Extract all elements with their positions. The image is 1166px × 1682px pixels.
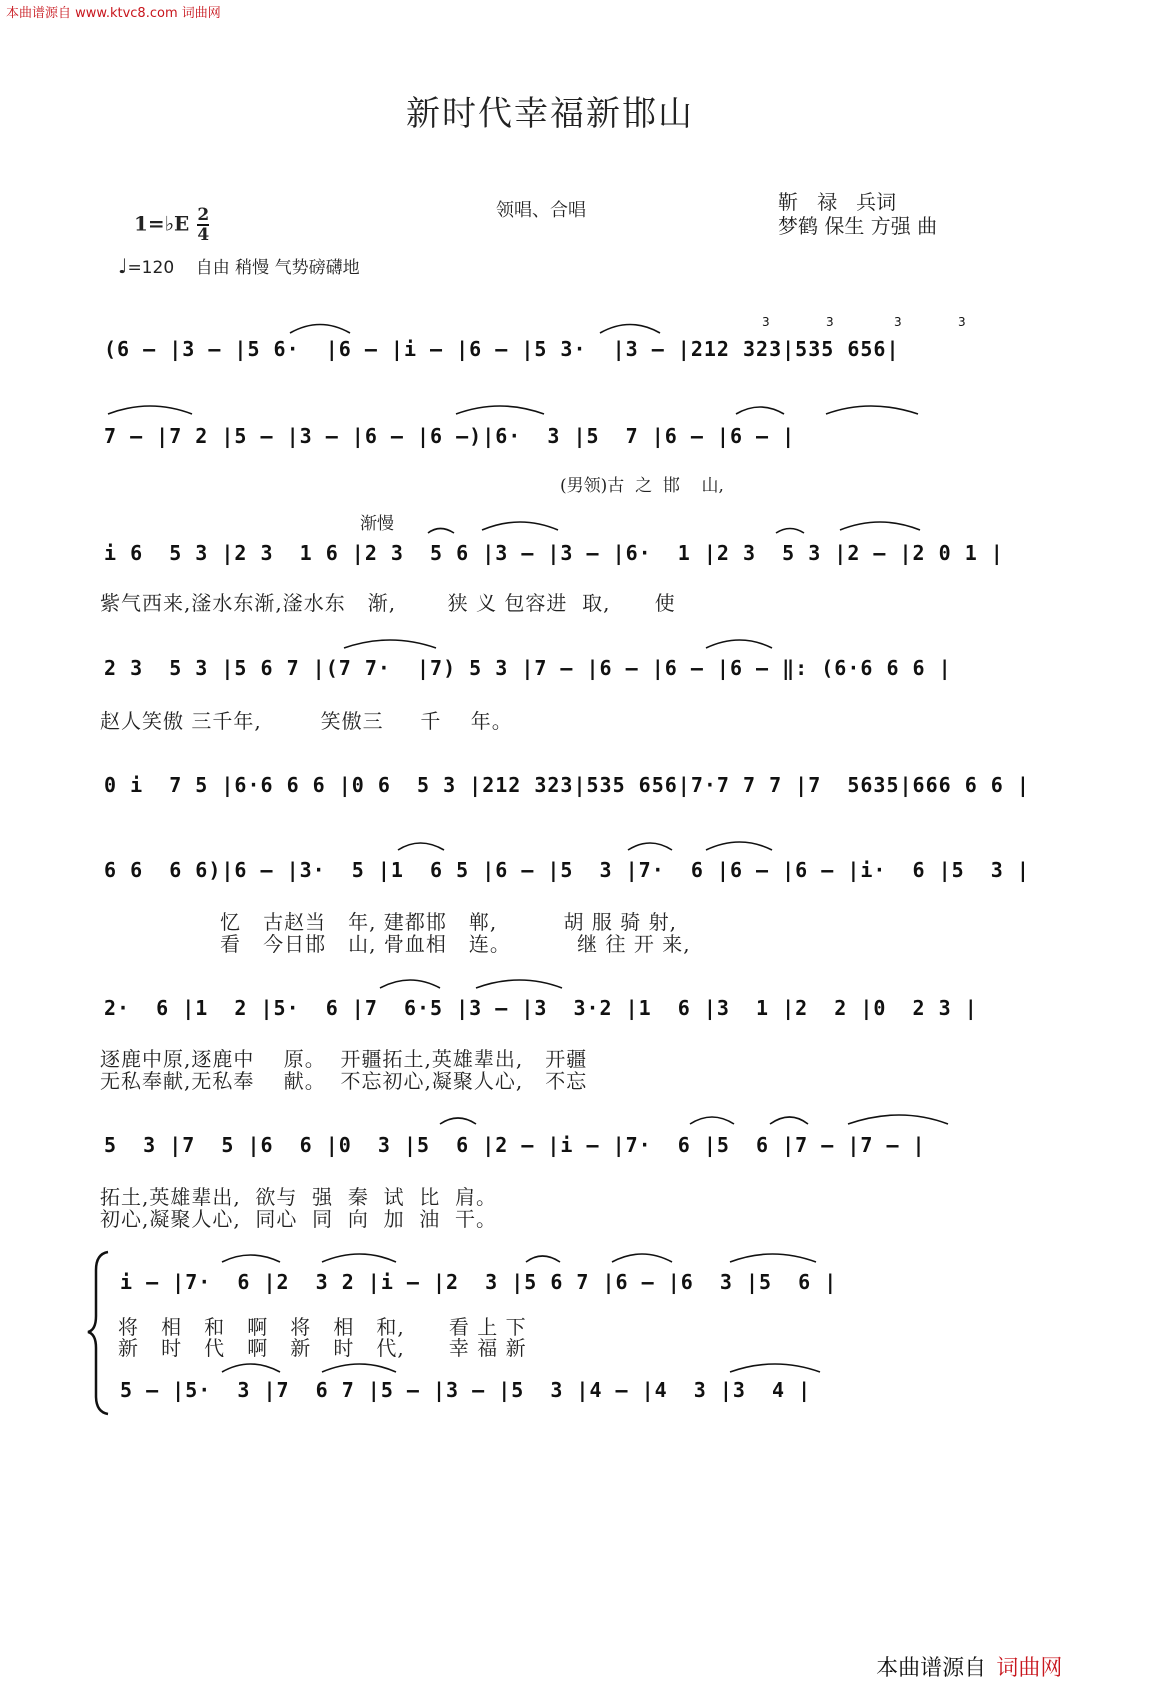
tempo-bpm: =120 bbox=[127, 258, 175, 278]
tempo-change-marking: 渐慢 bbox=[360, 514, 394, 534]
lyricist-credit: 靳 禄 兵词 bbox=[778, 190, 897, 214]
triplet-marks bbox=[762, 315, 966, 329]
slur bbox=[222, 1364, 280, 1372]
notation-line-4: 2 3 5 3 |5 6 7 |(7 7· |7) 5 3 |7 – |6 – |6 – |6 – ‖: (6·6 6 6 | bbox=[104, 656, 952, 680]
slur bbox=[380, 980, 440, 988]
slur bbox=[736, 407, 784, 414]
lyrics-line-3: 紫气西来,滏水东渐,滏水东 渐, 狭 义 包容进 取, 使 bbox=[100, 591, 676, 615]
slur bbox=[290, 325, 350, 334]
lyrics-line-6-verse-1: 忆 古赵当 年, 建都邯 郸, 胡 服 骑 射, bbox=[220, 910, 677, 934]
lyrics-line-7-verse-2: 无私奉献,无私奉 献。 不忘初心,凝聚人心, 不忘 bbox=[100, 1069, 588, 1093]
time-sig-bottom: 4 bbox=[197, 225, 210, 245]
lyrics-line-8-verse-1: 拓土,英雄辈出, 欲与 强 秦 试 比 肩。 bbox=[100, 1185, 498, 1209]
slur-marks bbox=[108, 325, 948, 1373]
slur bbox=[526, 1256, 560, 1262]
notation-line-5: 0 i 7 5 |6·6 6 6 |0 6 5 3 |212 323|535 656|7·7 7 7 |7 5635|666 6 6 | bbox=[104, 773, 1030, 797]
slur bbox=[770, 1117, 808, 1124]
slur bbox=[706, 640, 772, 648]
slur bbox=[456, 406, 544, 414]
quarter-note-icon: ♩ bbox=[118, 254, 128, 278]
notation-line-1: (6 – |3 – |5 6· |6 – |i – |6 – |5 3· |3 – |212 323|535 656| bbox=[104, 337, 900, 361]
slur bbox=[730, 1254, 816, 1262]
slur bbox=[344, 640, 436, 648]
slur bbox=[398, 843, 444, 850]
slur bbox=[612, 1254, 672, 1262]
slur bbox=[690, 1117, 734, 1124]
time-sig-top: 2 bbox=[197, 205, 210, 225]
slur bbox=[322, 1254, 396, 1262]
slur bbox=[440, 1118, 476, 1124]
song-title: 新时代幸福新邯山 bbox=[406, 94, 694, 134]
slur bbox=[482, 522, 558, 530]
slur bbox=[776, 529, 804, 534]
lyrics-line-6-verse-2: 看 今日邯 山, 骨血相 连。 继 往 开 来, bbox=[220, 932, 691, 956]
footer-watermark bbox=[866, 1632, 1062, 1682]
slur bbox=[476, 980, 562, 988]
svg-text:3: 3 bbox=[894, 315, 902, 329]
footer-site: 词曲网 bbox=[996, 1656, 1063, 1681]
svg-text:3: 3 bbox=[826, 315, 834, 329]
notation-line-9-upper: i – |7· 6 |2 3 2 |i – |2 3 |5 6 7 |6 – |6 3 |5 6 | bbox=[120, 1270, 838, 1294]
notation-line-10-lower: 5 – |5· 3 |7 6 7 |5 – |3 – |5 3 |4 – |4 3 |3 4 | bbox=[120, 1378, 812, 1402]
slur bbox=[628, 843, 672, 850]
slur bbox=[222, 1255, 280, 1262]
lyrics-line-9-verse-1: 将 相 和 啊 将 相 和, 看 上 下 bbox=[118, 1315, 527, 1339]
key-label: 1=♭E bbox=[133, 211, 190, 236]
slur bbox=[108, 406, 192, 414]
slur bbox=[706, 842, 772, 850]
composer-credit: 梦鹤 保生 方强 曲 bbox=[778, 214, 938, 238]
lyrics-line-7-verse-1: 逐鹿中原,逐鹿中 原。 开疆拓土,英雄辈出, 开疆 bbox=[100, 1047, 588, 1071]
watermark-text: 本曲谱源自 www.ktvc8.com 词曲网 bbox=[6, 6, 221, 21]
notation-line-2: 7 – |7 2 |5 – |3 – |6 – |6 –)|6· 3 |5 7 |6 – |6 – | bbox=[104, 424, 796, 448]
footer-source: 本曲谱源自 bbox=[876, 1656, 987, 1681]
notation-line-7: 2· 6 |1 2 |5· 6 |7 6·5 |3 – |3 3·2 |1 6 |3 1 |2 2 |0 2 3 | bbox=[104, 996, 978, 1020]
system-brace bbox=[88, 1252, 108, 1414]
performance-mode: 领唱、合唱 bbox=[496, 200, 586, 221]
notation-line-6: 6 6 6 6)|6 – |3· 5 |1 6 5 |6 – |5 3 |7· 6 |6 – |6 – |i· 6 |5 3 | bbox=[104, 858, 1030, 882]
slur bbox=[730, 1364, 820, 1372]
slur bbox=[322, 1364, 396, 1372]
lyrics-line-2: (男领)古 之 邯 山, bbox=[560, 476, 724, 496]
slur bbox=[840, 522, 920, 530]
slur bbox=[826, 406, 918, 414]
notation-line-8: 5 3 |7 5 |6 6 |0 3 |5 6 |2 – |i – |7· 6 |5 6 |7 – |7 – | bbox=[104, 1133, 926, 1157]
lyrics-line-9-verse-2: 新 时 代 啊 新 时 代, 幸 福 新 bbox=[118, 1336, 527, 1360]
tempo-expression: 自由 稍慢 气势磅礴地 bbox=[195, 258, 360, 278]
svg-text:3: 3 bbox=[762, 315, 770, 329]
slur bbox=[600, 325, 660, 334]
notation-line-3: i 6 5 3 |2 3 1 6 |2 3 5 6 |3 – |3 – |6· 1 |2 3 5 3 |2 – |2 0 1 | bbox=[104, 541, 1004, 565]
slur bbox=[848, 1115, 948, 1124]
svg-text:3: 3 bbox=[958, 315, 966, 329]
lyrics-line-8-verse-2: 初心,凝聚人心, 同心 同 向 加 油 干。 bbox=[100, 1207, 498, 1231]
slur bbox=[428, 529, 454, 534]
lyrics-line-4: 赵人笑傲 三千年, 笑傲三 千 年。 bbox=[100, 709, 513, 733]
